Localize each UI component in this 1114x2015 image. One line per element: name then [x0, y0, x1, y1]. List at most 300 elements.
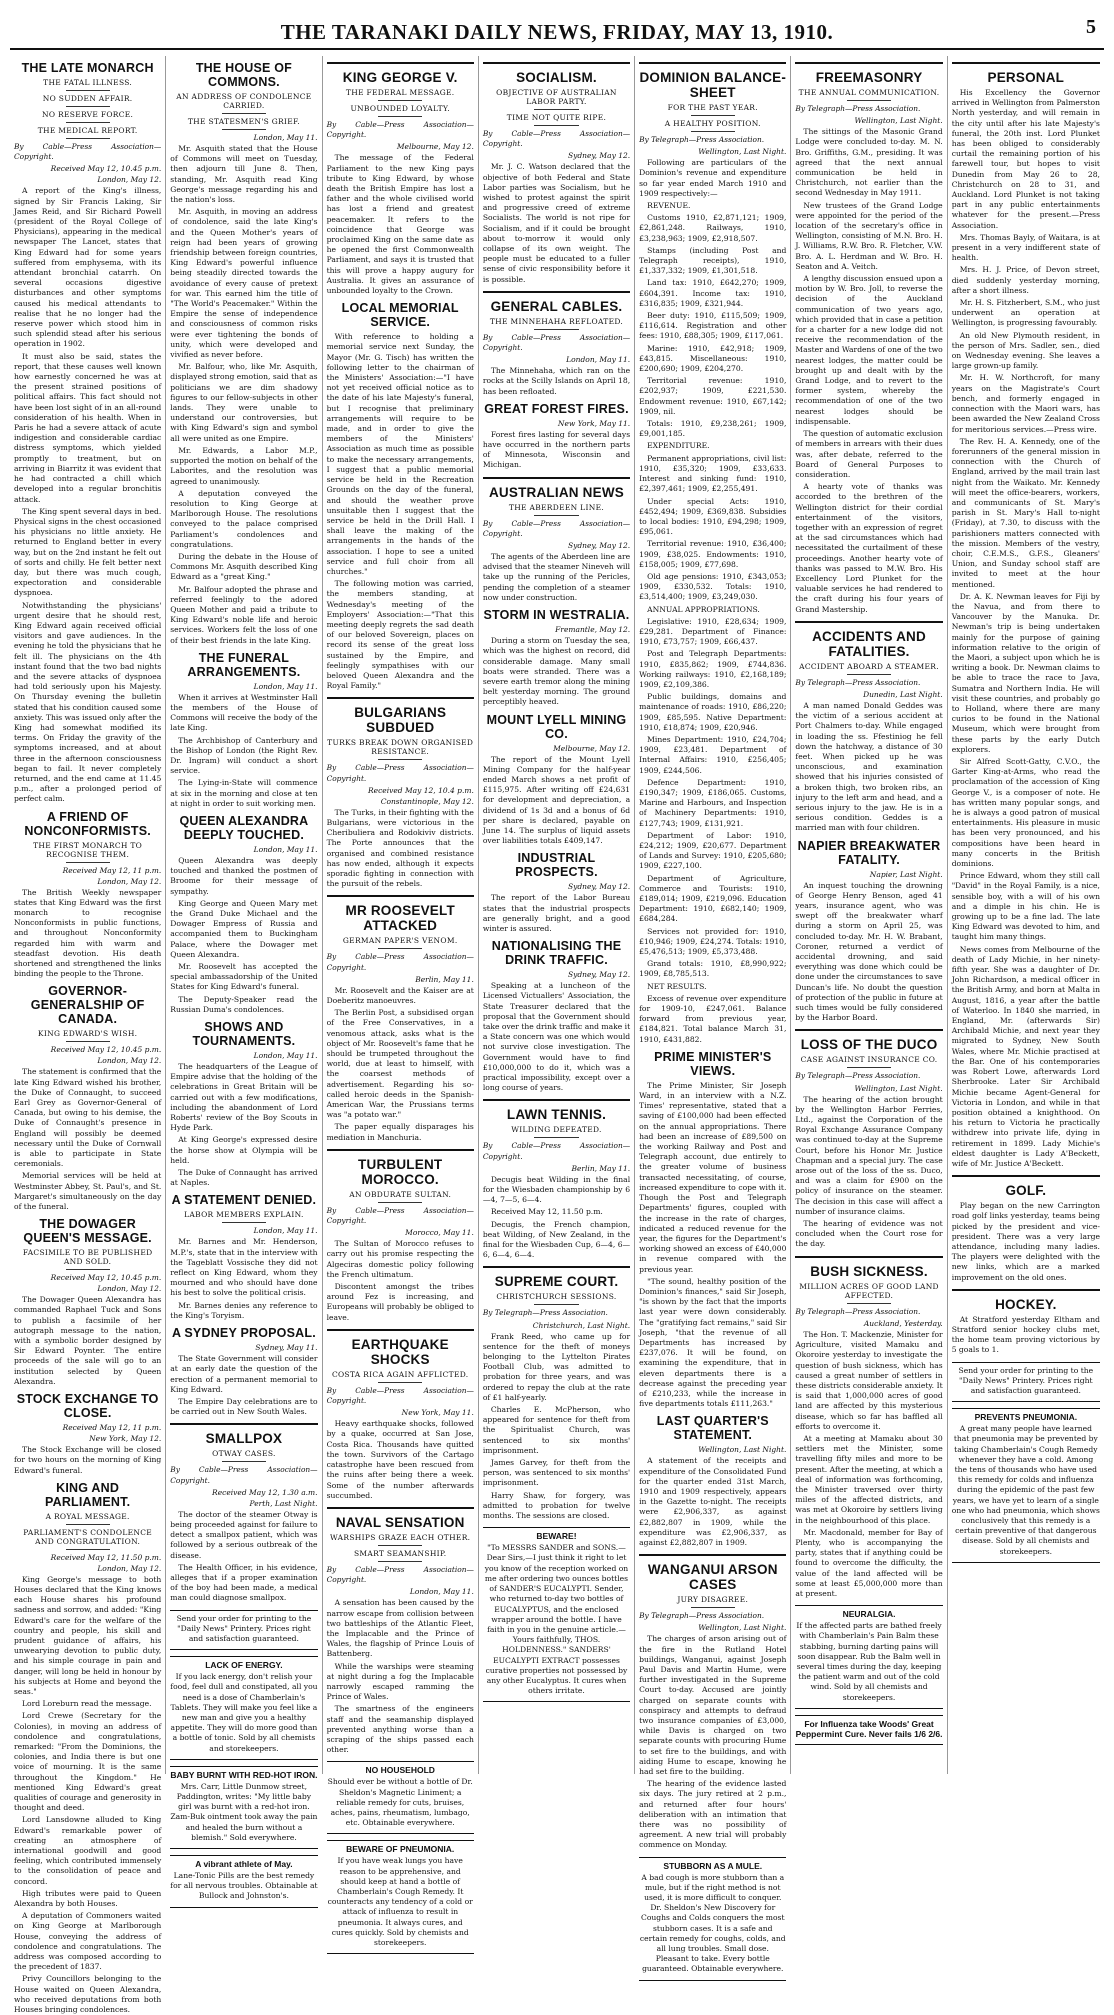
article-headline: SMALLPOX — [170, 1423, 317, 1446]
article-headline: THE DOWAGER QUEEN'S MESSAGE. — [23, 1217, 152, 1246]
article-paragraph: EXPENDITURE. — [647, 441, 710, 451]
article-headline: MOUNT LYELL MINING CO. — [486, 712, 627, 741]
received-line: Received May 12, 10.45 p.m. — [50, 164, 162, 174]
article-paragraph: Mr. Balfour, who, like Mr. Asquith, displayed strong emotion, said that as politicians we are dim shadowy figures to our fellow-subjects in other lands. They were unable to understand our controversies, but with King Edward's sign and symbol all were united as one Empire. — [170, 362, 318, 443]
dateline: London, May 12. — [97, 1056, 162, 1066]
article — [14, 810, 161, 980]
article-subheading: AN OBDURATE SULTAN. — [349, 1189, 452, 1199]
article — [327, 895, 474, 1142]
article-headline: LAWN TENNIS. — [483, 1099, 630, 1122]
article-paragraph: The headquarters of the League of Empire advise that the holding of the celebrations in Great Britain will be carried out with a few modifications, including the abandonment of Lord Roberts' review of the Boy Scouts in Hyde Park. — [170, 1062, 318, 1133]
article-paragraph: Mr. Balfour adopted the phrase and referred feelingly to the adored Queen Mother and paid a tribute to King Edward's noble life and heroic services. Workers felt the loss of one of their best friends in the late King. — [170, 584, 318, 645]
article — [14, 1481, 161, 2015]
article — [14, 984, 161, 1212]
article-paragraph: The doctor of the steamer Otway is being proceeded against for failure to detect a smallpox patient, which was followed by a serious outbreak of the disease. — [170, 1509, 318, 1560]
article-paragraph: Notwithstanding the physicians' urgent desire that he should rest, King Edward again received official visitors and gave audiences. In the evening he told the physicians that he felt ill. The physicians on the 4th instant found that the two bad nights and the severe attacks of dyspnoea had told seriously upon his Majesty. On Thursday evening the bulletin stated that his condition caused some anxiety. This was issued only after the King had somewhat modified its terms. On Friday the gravity of the symptoms increased, and at about three in the afternoon consciousness began to fail. It never completely returned, and the end came at 11.45 p.m., after a prolonged period of perfect calm. — [14, 600, 162, 804]
article — [170, 1326, 317, 1417]
advertisement-text: Mrs. Carr, Little Dunmow street, Paddington, writes: "My little baby girl was burnt with a red-hot iron. Zam-Buk ointment took away the pain and healed the burn without a blemish." Sold everywhere. — [170, 1781, 318, 1842]
advertisement — [170, 1855, 317, 1908]
advertisement — [639, 1857, 786, 1981]
article — [795, 621, 942, 834]
divider — [378, 1545, 422, 1546]
article-paragraph: The charges of arson arising out of the fire in the Rutland Hotel buildings, Wanganui, against Joseph Paul Davis and Martin Hume, were further investigated in the Supreme Court to-day. Accused are jointly charged on separate counts with conspiracy and attempts to defraud two insurance companies of £3,000, while Davis is charged on two separate counts with procuring Hume to set fire to the buildings, and with aiding Hume to escape, knowing he had set fire to the building. — [639, 1634, 787, 1777]
printery-notice — [170, 1610, 317, 1651]
article-paragraph: The statement is confirmed that the late King Edward wished his brother, the Duke of Connaught, to succeed Earl Grey as Governor-General of Canada, but owing to his demise, the Duke of Connaught's presence in England will possibly be deemed necessary until the Duke of Cornwall is able to participate in State ceremonials. — [14, 1067, 162, 1169]
received-line: Received May 12, 11.50 p.m. — [50, 1552, 162, 1562]
article-paragraph: Mr. Asquith, in moving an address of condolence, said the late King's and the Queen Mother's years of reign had been years of growing friendship between foreign countries, King Edward's powerful influence being steadily directed towards the avoidance of every cause of pretext for war. This earned him the title of "The World's Peacemaker." Within the Empire the sense of independence and consciousness of common risks were ever tightening the bonds of unity, which were developed and vivified as never before. — [170, 207, 318, 360]
article — [483, 851, 630, 934]
article-subheading: FACSIMILE TO BE PUBLISHED AND SOLD. — [22, 1248, 153, 1267]
article-paragraph: The British Weekly newspaper states that King Edward was the first monarch to recognise Nonconformists in public functions, and throughout Nonconformity regarded him with warm and steadfast devotion. His death shortened and strengthened the links binding the people to the Throne. — [14, 887, 162, 979]
article-paragraph: During the debate in the House of Commons Mr. Asquith described King Edward as a "great King." — [170, 551, 318, 582]
article — [170, 1020, 317, 1188]
article-paragraph: Mrs. Thomas Bayly, of Waitara, is at present in a very indifferent state of health. — [951, 232, 1100, 263]
dateline: Sydney, May 12. — [567, 882, 631, 892]
advertisement-text: If the affected parts are bathed freely with Chamberlain's Pain Balm these stabbing, burning darting pains will soon disappear. Rub the Balm well in several times during the day, keeping the patient warm and out of the cold wind. Sold by all chemists and storekeepers. — [796, 1621, 942, 1702]
column-2 — [166, 56, 322, 1901]
advertisement-title: BEWARE OF PNEUMONIA. — [346, 1844, 455, 1855]
dateline: London, May 11. — [253, 1226, 318, 1236]
article-paragraph: NET RESULTS. — [647, 981, 707, 991]
article — [483, 1266, 630, 1521]
article-paragraph: Defence Department: 1910, £190,347; 1909, £186,065. Customs, Marine and Harbours, and Inspection of Machinery Departments: 1910, £127,743; 1909, £131,921. — [639, 777, 787, 828]
article-paragraph: Grand totals: 1910, £8,990,922; 1909, £8,785,513. — [639, 959, 787, 979]
article — [483, 608, 630, 707]
article-paragraph: REVENUE. — [647, 201, 691, 211]
printery-notice — [952, 1362, 1100, 1403]
article-paragraph: New trustees of the Grand Lodge were appointed for the period of the location of the secretary's office in Wellington, consisting of M.N. Bro. H. J. Williams, R.W. Bro. R. Fletcher, V.W. Bro. A. L. Herdman and W. Bro. H. Seaton and A. Veitch. — [795, 200, 943, 271]
article-paragraph: Territorial revenue: 1910, £202,937; 1909, £221,530. Endowment revenue: 1910, £67,142; 1909, nil. — [639, 376, 787, 416]
divider — [534, 1137, 578, 1138]
article-paragraph: Public buildings, domains and maintenance of roads: 1910, £86,220; 1909, £85,595. Native Department: 1910, £18,874; 1909, £20,946. — [639, 692, 787, 732]
article-source: By Cable—Press Association—Copyright. — [482, 518, 631, 538]
column-6 — [791, 56, 947, 1774]
article-source: By Telegraph—Press Association. — [795, 1306, 921, 1316]
article-subheading: KING EDWARD'S WISH. — [37, 1029, 138, 1039]
article-paragraph: Mrs. H. J. Price, of Devon street, died suddenly yesterday morning, after a short illness. — [951, 265, 1100, 295]
article-paragraph: The report of the Labor Bureau states that the industrial prospects are generally bright, and a good winter is assured. — [482, 893, 631, 933]
article-paragraph: Queen Alexandra was deeply touched and thanked the postmen of Broome for their message of sympathy. — [170, 855, 318, 896]
article — [483, 402, 630, 471]
article-paragraph: During a storm on Tuesday the sea, which was the highest on record, did considerable damage. Many small boats were stranded. There was a severe earth tremor along the mining belt yesterday morning. The ground perceptibly heaved. — [482, 636, 631, 707]
article — [327, 1507, 474, 1755]
article-subheading: TIME NOT QUITE RIPE. — [506, 113, 607, 122]
advertisement-title: NEURALGIA. — [842, 1609, 896, 1620]
article-paragraph: A sensation has been caused by the narrow escape from collision between two battleships of the Atlantic Fleet, the Implacable and the Prince of Wales, the flagship of Prince Louis of Battenberg. — [326, 1598, 474, 1659]
column-4 — [479, 56, 635, 1774]
article-subheading: OBJECTIVE OF AUSTRALIAN LABOR PARTY. — [496, 88, 617, 106]
article-source: By Cable—Press Association—Copyright. — [326, 1205, 474, 1226]
divider — [66, 862, 110, 863]
dateline: Perth, Last Night. — [249, 1498, 318, 1508]
advertisement-text: "To MESSRS SANDER and SONS.—Dear Sirs,—I just think it right to let you know of the reception worked on me after ordering two ounces bottles of SANDER'S EUCALYPTI. Sender, who returned to-day two bottles of EUCALYPTUS, and the enclosed wrapper around the bottle. I have faith in you in the genuine article.—Yours faithfully, THOS. HOLDENNESS." SANDERS' EUCALYPTI EXTRACT possesses curative properties not possessed by any other Eucalyptus. It cures when others irritate. — [484, 1543, 629, 1696]
article-paragraph: The hearing of the action brought by the Wellington Harbor Ferries, Ltd., against the Corporation of the Royal Exchange Assurance Company was continued to-day at the Supreme Court, before his Honor Mr. Justice Chapman and a special jury. The case arose out of the loss of the ss. Duco, and was a claim for £900 on the policy of insurance on the steamer. The decision in this case will affect a number of insurance claims. — [795, 1094, 943, 1216]
dateline: Napier, Last Night. — [869, 869, 943, 879]
article-paragraph: A report of the King's illness, signed by Sir Francis Laking, Sir James Reid, and Sir Richard Powell (president of the Royal College of Physicians), appearing in the medical newspaper The Lancet, states that King Edward had for some years suffered from emphysema, with its attendant bronchial catarrh. On several occasions digestive disturbances and other symptoms caused his medical attendants to realise that he no longer had the reserve power which stood him in such splendid stead after his serious operation in 1902. — [14, 186, 162, 349]
advertisement-text: Lane-Tonic Pills are the best remedy for all nervous troubles. Obtainable at Bullock and Johnston's. — [170, 1871, 318, 1901]
article-paragraph: The sittings of the Masonic Grand Lodge were concluded to-day. M. N. Bro. Griffiths, G.M., presiding. It was agreed that the next annual communication be held in Christchurch, not earlier than the second Wednesday in May 1911. — [795, 127, 943, 198]
article — [170, 814, 317, 1015]
advertisement-text: Should ever be without a bottle of Dr. Sheldon's Magnetic Liniment; a reliable remedy for cuts, bruises, aches, pains, rheumatism, lumbago, etc. Obtainable everywhere. — [327, 1777, 473, 1828]
column-1 — [10, 56, 166, 2015]
article-paragraph: The paper equally disparages his mediation in Manchuria. — [326, 1122, 474, 1142]
article-headline: GREAT FOREST FIRES. — [484, 401, 629, 416]
article-headline: BUSH SICKNESS. — [795, 1256, 942, 1279]
article-source: By Cable—Press Association—Copyright. — [326, 1385, 474, 1406]
article-paragraph: ANNUAL APPROPRIATIONS. — [647, 604, 760, 614]
article-headline: PRIME MINISTER'S VIEWS. — [654, 1049, 772, 1078]
article-paragraph: The Health Officer, in his evidence, alleges that if a proper examination of the boy had been made, a medical man could diagnose smallpox. — [170, 1562, 318, 1603]
article-paragraph: Excess of revenue over expenditure for 1909-10, £247,061. Balance forward from previous year, £184,821. Total balance March 31, 1910, £431,882. — [639, 993, 787, 1044]
article-paragraph: The smartness of the engineers staff and the seamanship displayed prevented anything worse than a scraping of the ships passed each other. — [326, 1704, 474, 1755]
article-paragraph: Dr. A. K. Newman leaves for Fiji by the Navua, and from there to Vancouver by the Manuka. Dr. Newman's trip is being undertaken mainly for the purpose of gaining information relative to the origin of the Maori, a subject upon which he is writing a book. Dr. Newman claims to be able to trace the race to Java, Sumatra and Northern India. He will visit these countries, and probably go to Holland, where there are many curios to be found in the National Museum, which were brought from these parts by the early Dutch explorers. — [951, 591, 1100, 754]
article-paragraph: Under special Acts: 1910, £452,494; 1909, £369,838. Subsidies to local bodies: 1910, £94,298; 1909, £95,061. — [639, 496, 787, 537]
article — [795, 62, 942, 615]
article-paragraph: Permanent appropriations, civil list: 1910, £35,320; 1909, £33,633. Interest and sinking fund: 1910, £2,397,461; 1909, £2,255,491. — [639, 453, 787, 494]
dateline: Berlin, May 11. — [415, 974, 474, 984]
article-subheading: THE MINNEHAHA REFLOATED. — [489, 316, 624, 326]
article-paragraph: Lord Lansdowne alluded to King Edward's remarkable power of creating an atmosphere of international goodwill and good feeling, which contributed immensely to the consolidation of peace and concord. — [14, 1815, 162, 1886]
article-headline: LOSS OF THE DUCO — [795, 1029, 942, 1052]
masthead-title: THE TARANAKI DAILY NEWS, FRIDAY, MAY 13, 1910. — [280, 19, 834, 44]
dateline: London, May 11. — [253, 133, 318, 142]
article-paragraph: Discontent amongst the tribes around Fez is increasing, and Europeans will probably be obliged to leave. — [326, 1282, 474, 1322]
article-paragraph: Mr. Edwards, a Labor M.P., supported the motion on behalf of the Laborites, and the resolution was agreed to unanimously. — [170, 445, 318, 486]
article — [327, 1329, 474, 1501]
advertisement — [327, 1840, 474, 1954]
divider — [378, 1561, 422, 1562]
article-subheading: NO RESERVE FORCE. — [42, 110, 134, 119]
divider — [534, 109, 578, 110]
article-headline: GOVERNOR-GENERALSHIP OF CANADA. — [30, 984, 145, 1027]
article-headline: THE HOUSE OF COMMONS. — [195, 61, 292, 89]
advertisement — [795, 1605, 942, 1709]
article-paragraph: The Deputy-Speaker read the Russian Duma's condolences. — [170, 994, 318, 1014]
article-paragraph: Mr. Roosevelt has accepted the special ambassadorship of the United States for King Edward's funeral. — [170, 962, 318, 992]
article-paragraph: The Prime Minister, Sir Joseph Ward, in an interview with a N.Z. Times' representative, stated that a saving of £100,000 had been effected on the annual appropriations. There had been an increase of £89,500 on the working Railway and Post and Telegraph account, due entirely to the greater volume of business transacted necessitating, of course, increased expenditure to cope with it. Though the Post and Telegraph Departments' figures, coupled with the increase in the rate of charges, indicated a reduced revenue for the year, the figures for the Department's working showed an excess of £40,000 in revenue compared with the previous year. — [639, 1080, 787, 1274]
advertisement-text: A great many people have learned that pneumonia may be prevented by taking Chamberlain's Cough Remedy whenever they have a cold. Among the tens of thousands who have used this remedy for colds and influenza during the epidemic of the past few years, we have yet to learn of a single one who had pneumonia, which shows conclusively that this remedy is a certain preventive of that dangerous disease. Sold by all chemists and storekeepers. — [951, 1424, 1100, 1556]
article-paragraph: Mr. Barnes and Mr. Henderson, M.P.'s, state that in the interview with the Tageblatt Vossische they did not reflect on King Edward, whom they mourned and who should have done his best to solve the political crisis. — [170, 1237, 318, 1298]
article-headline: LAST QUARTER'S STATEMENT. — [656, 1414, 769, 1443]
received-line: Received May 12, 11 p.m. — [62, 865, 162, 875]
dateline: London, May 12. — [97, 876, 162, 886]
article-subheading: JURY DISAGREE. — [677, 1595, 749, 1605]
divider — [847, 100, 891, 101]
article — [483, 291, 630, 397]
dateline: Fremantle, May 12. — [555, 625, 631, 635]
article-paragraph: The Berlin Post, a subsidised organ of the Free Conservatives, in a venomous attack, asks what is the object of Mr. Roosevelt's fame that he should be trumpeted throughout the world, due at least to himself, with the coarsest methods of advertisement. Regarding his so-called heroic deeds in the Spanish-American War, the Prussians terms was "a potato war." — [326, 1008, 474, 1120]
article-paragraph: A deputation conveyed the resolution to King George at Marlborough House. The resolutions conveyed to the palace comprised Parliament's condolences and congratulations. — [170, 488, 318, 549]
article-subheading: OTWAY CASES. — [212, 1449, 276, 1459]
article-paragraph: King George's message to both Houses declared that the King knows each House shares his profound sadness and sorrow, and added: "King Edward's care for the welfare of the country and people, his skill and prudent guidance of affairs, his unwearying devotion to public duty, and his simple courage in pain and danger, will long be held in honour by his subjects at Home and beyond the seas." — [14, 1574, 162, 1696]
article-subheading: CHRISTCHURCH SESSIONS. — [496, 1292, 617, 1302]
dateline: London, May 11. — [253, 681, 318, 691]
article-paragraph: Privy Councillors belonging to the House waited on Queen Alexandra, who received deputations from both Houses bringing condolences. — [14, 1974, 162, 2015]
article — [952, 62, 1100, 1169]
article — [639, 1414, 786, 1548]
advertisement — [795, 1715, 942, 1745]
article-paragraph: Mr. H. W. Northcroft, for many years on the Magistrate's Court bench, and formerly engaged in connection with the Maori wars, has been awarded the New Zealand Cross for meritorious services.—Press wire. — [951, 373, 1100, 434]
dateline: Sydney, May 12. — [567, 970, 631, 980]
article-paragraph: Legislative: 1910, £28,634; 1909, £29,281. Department of Finance: 1910, £73,757; 1909, £66,437. — [639, 616, 787, 647]
divider — [534, 1304, 578, 1305]
received-line: Received May 12, 11 p.m. — [62, 1423, 162, 1433]
article-source: By Telegraph—Press Association. — [795, 104, 921, 113]
article-subheading: SMART SEAMANSHIP. — [353, 1548, 447, 1558]
article-paragraph: Charles E. McPherson, who appeared for sentence for theft from the Spiritualist Church, was sentenced to six months' imprisonment. — [482, 1405, 631, 1455]
article-subheading: NO SUDDEN AFFAIR. — [42, 94, 133, 103]
dateline: New York, May 11. — [557, 418, 631, 428]
article-paragraph: The question of automatic exclusion of members in arrears with their dues was, after debate, referred to the Board of General Purposes to consideration. — [795, 429, 943, 479]
article-paragraph: A deputation of Commoners waited on King George at Marlborough House, conveying the address of condolence and congratulations. The address was composed according to the precedent of 1837. — [14, 1911, 162, 1972]
article-subheading: MILLION ACRES OF GOOD LAND AFFECTED. — [799, 1281, 939, 1300]
article-source: By Cable—Press Association—Copyright. — [326, 763, 474, 783]
advertisement — [952, 1408, 1100, 1563]
dateline: Wellington, Last Night. — [698, 1445, 787, 1455]
article-source: By Telegraph—Press Association. — [482, 1308, 608, 1318]
divider — [534, 515, 578, 516]
notice-text: Send your order for printing to the "Daily News" Printery. Prices right and satisfaction guaranteed. — [176, 1613, 312, 1643]
article — [795, 1029, 942, 1249]
dateline: Melbourne, May 12. — [396, 142, 474, 152]
article-paragraph: Prince Edward, whom they still call "David" in the Royal Family, is a nice, sensible boy, with a will of his own and a dimple in his chin. He is growing up to be a fine lad. The late King Edward was devoted to him, and taught him many things. — [951, 871, 1100, 942]
article-paragraph: Beer duty: 1910, £115,509; 1909, £116,614. Registration and other fees: 1910, £88,305; 1909, £117,061. — [639, 311, 787, 341]
article-subheading: A ROYAL MESSAGE. — [45, 1511, 130, 1521]
article-headline: A SYDNEY PROPOSAL. — [171, 1326, 316, 1341]
article-paragraph: King George and Queen Mary met the Grand Duke Michael and the Dowager Empress of Russia and accompanied them to Buckingham Palace, where the Dowager met Queen Alexandra. — [170, 898, 318, 959]
divider — [66, 1269, 110, 1270]
article-headline: TURBULENT MOROCCO. — [327, 1149, 474, 1187]
article-paragraph: The Duke of Connaught has arrived at Naples. — [170, 1168, 318, 1188]
article-paragraph: The Lying-in-State will commence at six in the morning and close at ten at night in order to suit working men. — [170, 778, 318, 808]
article — [483, 477, 630, 603]
dateline: Berlin, May 11. — [571, 1163, 631, 1173]
masthead — [10, 16, 1104, 50]
article-subheading: ACCIDENT ABOARD A STEAMER. — [799, 661, 939, 671]
article-paragraph: Decugis, the French champion, beat Wilding, of New Zealand, in the final for the Wiesbaden Cup, 6—4, 6—6, 6—4, 6—4. — [482, 1219, 631, 1260]
received-line: Received May 12, 10.45 p.m. — [50, 1273, 162, 1283]
article — [327, 301, 474, 691]
article-paragraph: The State Government will consider at an early date the question of the erection of a permanent memorial to King Edward. — [170, 1354, 318, 1394]
article-subheading: TURKS BREAK DOWN ORGANISED RESISTANCE. — [327, 738, 474, 757]
column-7 — [948, 56, 1104, 1774]
article — [170, 651, 317, 809]
divider — [222, 113, 266, 114]
divider — [66, 1549, 110, 1550]
divider — [691, 1607, 735, 1608]
article-headline: AUSTRALIAN NEWS — [483, 477, 630, 500]
article — [639, 62, 786, 1045]
article-paragraph: An inquest touching the drowning of George Henry Benson, aged 41 years, insurance agent, who was swept off the breakwater wharf during a storm on April 25, was concluded to-day. Mr. H. W. Brabant, Coroner, returned a verdict of accidental drowning, and said everything was done which could be done under the circumstances to save Duncan's life. No doubt the question of protection of the public in future at such times would be fully considered by the Harbor Board. — [795, 880, 943, 1023]
article-source: By Cable—Press Association—Copyright. — [482, 129, 631, 149]
article-paragraph: Sir Alfred Scott-Gatty, C.V.O., the Garter King-at-Arms, who read the proclamation of the accession of King George V., is a composer of note. He has written many popular songs, and he is always a good patron of musical entertainments. His pleasure in music has been very pronounced, and his compositions have been heard in many concerts in the British dominions. — [951, 757, 1100, 869]
advertisement — [327, 1761, 474, 1834]
article-paragraph: Forest fires lasting for several days have occurred in the northern parts of Minnesota, Wisconsin and Michigan. — [482, 429, 631, 470]
article-headline: NAVAL SENSATION — [327, 1507, 474, 1530]
article-paragraph: Land tax: 1910, £642,270; 1909, £604,391. Income tax: 1910, £316,835; 1909, £321,944. — [639, 278, 787, 308]
article — [483, 62, 630, 285]
article-subheading: GERMAN PAPER'S VENOM. — [342, 936, 458, 946]
dateline: London, May 11. — [566, 355, 631, 365]
article-paragraph: With reference to holding a memorial service next Sunday, the Mayor (Mr. G. Tisch) has written the following letter to the chairman of the Ministers' Association:—"I have not yet received official notice as to the date of his late Majesty's funeral, but I recognise that preliminary arrangements will require to be made, and in order to give the members of the Ministers' Association as much time as possible to make the necessary arrangements, I suggest that a public memorial service be held in the Recreation Grounds on the day of the funeral, and should the weather prove unsuitable then I suggest that the service be held in the Drill Hall. I shall leave the making of the arrangements in the hands of the association. I hope to see a united service and full choir from all churches." — [326, 332, 474, 576]
article-paragraph: Department of Labor: 1910, £24,212; 1909, £20,677. Department of Lands and Survey: 1910, £205,680; 1909, £227,100. — [639, 830, 787, 871]
article-paragraph: A lengthy discussion ensued upon a motion by W. Bro. Joll, to reverse the decision of the Auckland communication of two years ago, which provided that in case a petition for a charter for a new lodge did not receive the recommendation of the Master and Wardens of one of the two nearest lodges, the matter could be brought up and dealt with by the Grand Lodge, and to revert to the former system, whereby the recommendation of one of the two nearest lodges should be indispensable. — [795, 274, 943, 426]
divider — [222, 1222, 266, 1223]
article-headline: NATIONALISING THE DRINK TRAFFIC. — [491, 939, 622, 968]
divider — [66, 106, 110, 107]
advertisement-title: LACK OF ENERGY. — [205, 1660, 283, 1671]
article-paragraph: Play began on the new Carrington road golf links yesterday, teams being picked by the president and vice-president. There was a very large attendance, including many ladies. The players were delighted with the new links, which are a marked improvement on the old ones. — [951, 1201, 1100, 1282]
article-subheading: THE FATAL ILLNESS. — [43, 78, 133, 87]
article-subheading: WARSHIPS GRAZE EACH OTHER. — [330, 1532, 471, 1542]
article-subheading: UNBOUNDED LOYALTY. — [350, 104, 450, 113]
article-paragraph: The Empire Day celebrations are to be carried out in New South Wales. — [170, 1396, 318, 1417]
article-paragraph: James Garvey, for theft from the person, was sentenced to six months' imprisonment. — [482, 1458, 631, 1488]
article-paragraph: At King George's expressed desire the horse show at Olympia will be held. — [170, 1135, 318, 1165]
divider — [847, 674, 891, 675]
dateline: Wellington, Last Night. — [698, 1623, 787, 1633]
article-source: By Telegraph—Press Association. — [639, 1611, 765, 1621]
article — [14, 1392, 161, 1476]
article-paragraph: "The sound, healthy position of the Dominion's finances," said Sir Joseph, "is shown by the fact that the imports last year were down considerably. The "gratifying fact remains," said Sir Joseph, "that the revenue of all Departments has increased by £237,076. It will be found, on examining the expenditure, that in eleven departments there is a decrease against the preceding year of £210,233, while the increase in five departments totals £111,263." — [639, 1276, 787, 1409]
article-paragraph: The Sultan of Morocco refuses to carry out his promise respecting the Algeciras domestic policy following the French ultimatum. — [326, 1239, 474, 1279]
article-source: By Cable—Press Association—Copyright. — [482, 1141, 631, 1161]
divider — [66, 1524, 110, 1525]
article-paragraph: The report of the Mount Lyell Mining Company for the half-year ended March shows a net profit of £115,975. After writing off £24,631 for development and depreciation, a dividend of 1s 3d and a bonus of 6d per share is declared, payable on June 14. The surplus of liquid assets over liabilities totals £409,147. — [482, 754, 631, 846]
article-source: By Cable—Press Association—Copyright. — [326, 1564, 474, 1585]
article-headline: LOCAL MEMORIAL SERVICE. — [341, 301, 459, 330]
column-5 — [635, 56, 791, 1974]
article-source: By Telegraph—Press Association. — [795, 1071, 921, 1081]
divider — [378, 116, 422, 117]
divider — [534, 125, 578, 126]
advertisement — [170, 1766, 317, 1849]
article — [14, 1217, 161, 1387]
article-paragraph: Heavy earthquake shocks, followed by a quake, occurred at San Jose, Costa Rica. Thousands have quitted the town. Survivors of the Cartago catastrophe have been rescued from the ruins after being there a week. Some of the number afterwards succumbed. — [326, 1419, 474, 1500]
article-paragraph: The Turks, in their fighting with the Bulgarians, were victorious in the Cheribuliera and Rodokiviv districts. The Porte announces that the organised and combined resistance has now ended, although it expects sporadic fighting in connection with the pursuit of the rebels. — [326, 807, 474, 889]
article-subheading: THE ABERDEEN LINE. — [508, 502, 605, 512]
article-headline: SUPREME COURT. — [483, 1266, 630, 1289]
article-headline: FREEMASONRY — [795, 62, 942, 85]
article-paragraph: The Minnehaha, which ran on the rocks at the Scilly Islands on April 18, has been refloated. — [482, 366, 631, 396]
received-line: Received May 12, 10.45 p.m. — [50, 1045, 162, 1055]
article-paragraph: A statement of the receipts and expenditure of the Consolidated Fund for the quarter ended 31st March, 1910 and 1909 respectively, appears in the Gazette to-night. The receipts were £2,906,337, as against £2,882,807 in 1909, while the expenditure was £2,906,337, as against £2,882,807 in 1909. — [639, 1456, 787, 1547]
article-paragraph: At Stratford yesterday Eltham and Stratford senior hockey clubs met, the home team proving victorious by 5 goals to 1. — [951, 1314, 1100, 1355]
article-paragraph: The King spent several days in bed. Physical signs in the chest occasioned his physicians no little anxiety. He returned to England better in every way, but on the 2nd instant he felt out of sorts and chilly. He felt better next day, but there was much cough, expectoration and considerable dyspnoea. — [14, 506, 162, 598]
article-paragraph: Mr. H. S. Fitzherbert, S.M., who just underwent an operation at Wellington, is progressing favourably. — [951, 298, 1100, 328]
dateline: Wellington, Last Night. — [698, 147, 787, 157]
dateline: Morocco, May 11. — [405, 1228, 474, 1238]
dateline: Sydney, May 12. — [567, 151, 631, 161]
article-headline: STORM IN WESTRALIA. — [483, 608, 630, 623]
article-paragraph: At a meeting at Mamaku about 30 settlers met the Minister, some travelling fifty miles and more to be present. After the meeting, at which a deal of information was forthcoming, the Minister traversed over thirty miles of the affected districts, and was met at Okoroire by settlers living in the neighbourhood of this place. — [795, 1433, 943, 1525]
article-paragraph: Services not provided for: 1910, £10,946; 1909, £24,274. Totals: 1910, £5,476,513; 1909, £5,373,488. — [639, 926, 787, 957]
divider — [378, 100, 422, 101]
article-paragraph: Mr. Roosevelt and the Kaiser are at Doeberitz manoeuvres. — [326, 985, 474, 1005]
article-subheading: THE ANNUAL COMMUNICATION. — [798, 88, 940, 97]
dateline: London, May 12. — [97, 175, 162, 185]
article-headline: THE FUNERAL ARRANGEMENTS. — [187, 650, 301, 679]
article-paragraph: Stamps (including Post and Telegraph receipts), 1910, £1,337,332; 1909, £1,301,518. — [639, 245, 787, 276]
article-paragraph: Frank Reed, who came up for sentence for the theft of moneys belonging to the Lyttelton Pirates Football Club, was admitted to probation for three years, and was ordered to repay the club at the rate of £1 half-yearly. — [482, 1331, 631, 1402]
article-source: By Cable—Press Association—Copyright. — [14, 142, 162, 162]
advertisement-title: PREVENTS PNEUMONIA. — [974, 1412, 1078, 1423]
advertisement-title: A vibrant athlete of May. — [195, 1859, 293, 1869]
advertisement-text: If you lack energy, don't relish your food, feel dull and constipated, all you need is a dose of Chamberlain's Tablets. They will make you feel like a new man and give you a healthy appetite. They will do more good than a bottle of tonic. Sold by all chemists and storekeepers. — [170, 1672, 318, 1753]
advertisement — [483, 1527, 630, 1702]
article-paragraph: Department of Agriculture, Commerce and Tourists: 1910, £189,014; 1909, £219,096. Education Department: 1910, £682,140; 1909, £684,284. — [639, 873, 787, 924]
dateline: London, May 12. — [97, 1563, 162, 1573]
article-paragraph: Mines Department: 1910, £24,704; 1909, £23,481. Department of Internal Affairs: 1910, £256,405; 1909, £244,506. — [639, 734, 787, 775]
received-line: Received May 12, 10.4 p.m. — [368, 785, 474, 795]
divider — [222, 129, 266, 130]
advertisement-title: For Influenza take Woods' Great Peppermint Cure. Never fails 1/6 2/6. — [795, 1718, 943, 1739]
article-paragraph: Decugis beat Wilding in the final for the Wiesbaden championship by 6—4, 7—5, 6—4. — [482, 1174, 631, 1205]
article-headline: SHOWS AND TOURNAMENTS. — [192, 1020, 296, 1049]
article-paragraph: News comes from Melbourne of the death of Lady Michie, in her ninety-fifth year. She was a daughter of Dr. John Richardson, a medical officer in the British Army, and born at Malta in August, 1816, a year after the battle of Waterloo. In 1840 she married, in England, Mr. (afterwards Sir) Archibald Michie, and next year they migrated to Sydney, New South Wales, where Mr. Michie practised at the Bar. One of his contemporaries was Robert Lowe, afterwards Lord Sherbrooke. Later Sir Archibald Michie became Agent-General for Victoria in London, and while in that position obtained a knighthood. On his return to Victoria he practically withdrew into private life, dying in retirement in 1899. Lady Michie's eldest daughter is Lady A'Beckett, wife of Mr. Justice A'Beckett. — [951, 944, 1100, 1168]
article-paragraph: The Hon. T. Mackenzie, Minister for Agriculture, visited Mamaku and Okoroire yesterday to investigate the question of bush sickness, which has caused a great number of settlers in these districts considerable anxiety. It is said that 1,000,000 acres of good land are affected by this mysterious disease, which so far has baffled all efforts to overcome it. — [795, 1329, 943, 1431]
article-headline: ACCIDENTS AND FATALITIES. — [795, 621, 942, 659]
article-subheading: FOR THE PAST YEAR. — [667, 103, 758, 112]
advertisement-title: BEWARE! — [536, 1531, 577, 1542]
article-paragraph: High tributes were paid to Queen Alexandra by both Houses. — [14, 1888, 162, 1908]
divider — [378, 1382, 422, 1383]
divider — [378, 948, 422, 949]
article-headline: SOCIALISM. — [483, 62, 630, 85]
article — [170, 1423, 317, 1603]
article-headline: A FRIEND OF NONCONFORMISTS. — [24, 809, 151, 838]
divider — [66, 138, 110, 139]
article-headline: DOMINION BALANCE-SHEET — [639, 62, 786, 100]
article — [327, 1149, 474, 1323]
article-headline: BULGARIANS SUBDUED — [327, 697, 474, 735]
divider — [847, 1067, 891, 1068]
article-headline: PERSONAL — [952, 62, 1100, 85]
article-subheading: AN ADDRESS OF CONDOLENCE CARRIED. — [176, 92, 312, 110]
divider — [66, 1041, 110, 1042]
article-subheading: PARLIAMENT'S CONDOLENCE AND CONGRATULATION. — [23, 1527, 153, 1546]
article-subheading: THE FEDERAL MESSAGE. — [345, 88, 455, 97]
article-paragraph: Territorial revenue: 1910, £36,400; 1909, £38,025. Endowments: 1910, £158,005; 1909, £77,698. — [639, 539, 787, 569]
article — [952, 1175, 1100, 1283]
article-paragraph: An old New Plymouth resident, in the person of Mrs. Sadler, sen., died on Wednesday evening. She leaves a large grown-up family. — [951, 330, 1100, 371]
article-headline: KING GEORGE V. — [327, 62, 474, 85]
article-paragraph: Following are particulars of the Dominion's revenue and expenditure so far year ended March 1910 and 1909 respectively:— — [639, 158, 787, 198]
dateline: New York, May 12. — [89, 1434, 162, 1444]
article-paragraph: Totals: 1910, £9,238,261; 1909, £9,001,185. — [639, 419, 787, 439]
article-paragraph: Lord Crewe (Secretary for the Colonies), in moving an address of condolence and congratulations, remarked: "From the Dominions, the colonies, and India there is but one voice of mourning. It is the same throughout the Kingdom." He mentioned King Edward's great qualities of courage and generosity in thought and deed. — [14, 1711, 162, 1813]
divider — [66, 122, 110, 123]
article-source: By Cable—Press Association—Copyright. — [326, 120, 474, 140]
dateline: Wellington, Last Night. — [854, 116, 943, 126]
article — [170, 61, 317, 646]
article — [639, 1050, 786, 1410]
divider — [534, 329, 578, 330]
dateline: Dunedin, Last Night. — [863, 689, 943, 699]
divider — [691, 115, 735, 116]
article-paragraph: The hearing of evidence was not concluded when the Court rose for the day. — [795, 1219, 943, 1249]
divider — [378, 759, 422, 760]
dateline: Wellington, Last Night. — [854, 1083, 943, 1093]
article-paragraph: Post and Telegraph Departments: 1910, £835,862; 1909, £744,836. Working railways: 1910, £2,168,189; 1909, £2,109,386. — [639, 649, 787, 689]
article-subheading: A HEALTHY POSITION. — [664, 119, 761, 128]
advertisement — [170, 1656, 317, 1760]
article-paragraph: A hearty vote of thanks was accorded to the brethren of the Wellington district for their cordial entertainment of the visitors, together with an expression of regret at the sad circumstances which had necessitated the curtailment of these proceedings. Another hearty vote of thanks was passed to M.W. Bro. His Excellency Lord Plunket for the valuable services he had rendered to the craft during his four years of Grand Mastership. — [795, 482, 943, 614]
article — [795, 839, 942, 1024]
article-paragraph: The message of the Federal Parliament to the new King pays tribute to King Edward, by whose death the British Empire has lost a father and the whole civilised world has lost a friend and greatest peacemaker. It refers to the coincidence that George was proclaimed King on the same date as he opened the first Commonwealth Parliament, and says it is trusted that this will prove a happy augury for Australia. It gives an assurance of unbounded loyalty to the Crown. — [326, 153, 474, 296]
columns-container — [10, 56, 1104, 2015]
article-paragraph: Customs 1910, £2,871,121; 1909, £2,861,248. Railways, 1910, £3,238,963; 1909, £2,918,507. — [639, 213, 787, 243]
